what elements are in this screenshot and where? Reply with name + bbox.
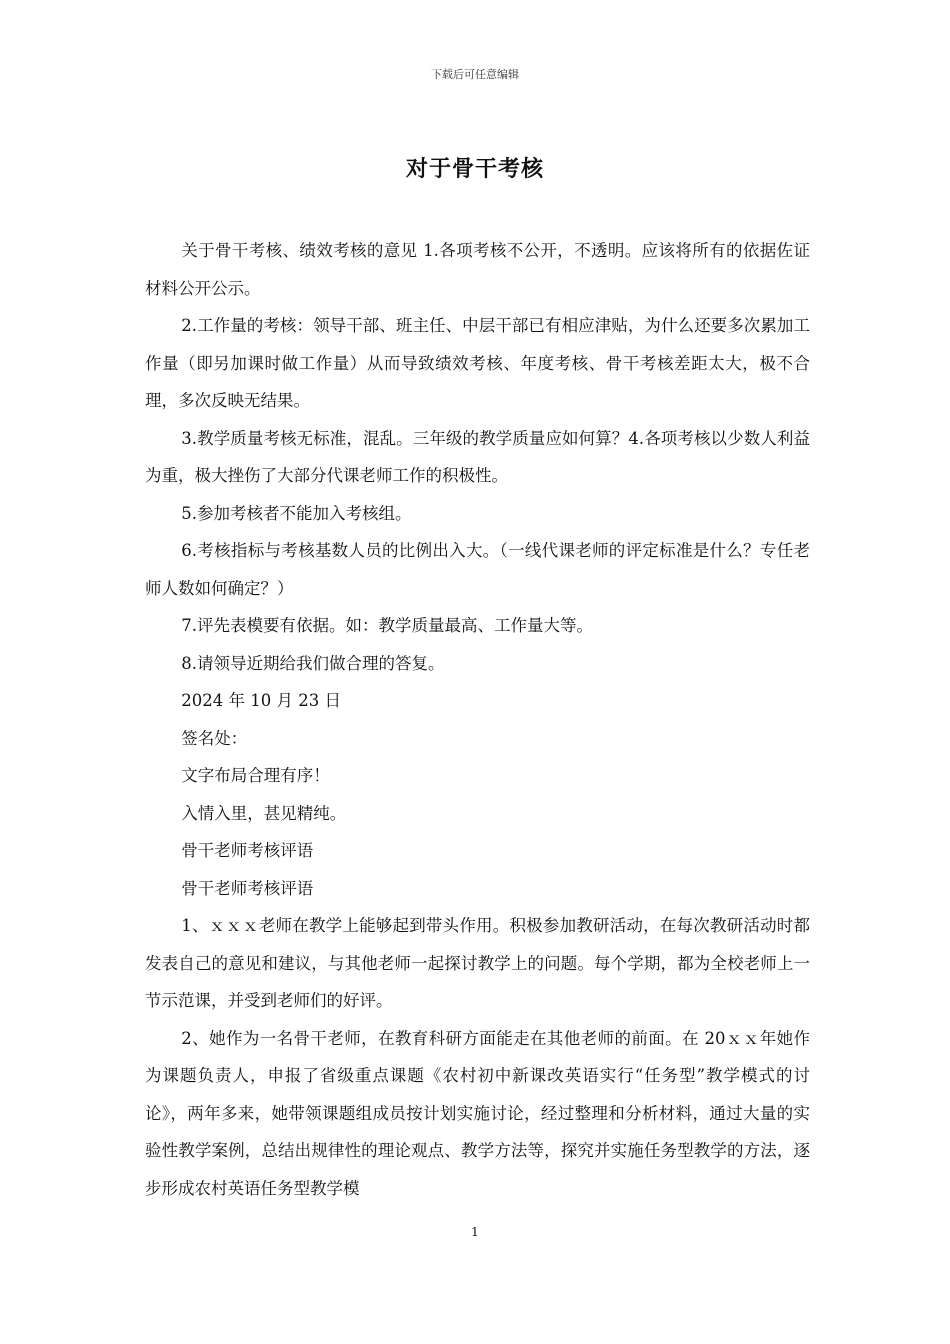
page-number: 1: [471, 1225, 479, 1239]
paragraph: 关于骨干考核、绩效考核的意见 1.各项考核不公开，不透明。应该将所有的依据佐证材料公开公示。: [145, 241, 810, 298]
signature-line: 签名处：: [181, 728, 248, 748]
document-title: 对于骨干考核: [405, 156, 544, 182]
paragraph: 2、她作为一名骨干老师，在教育科研方面能走在其他老师的前面。在 20ｘｘ年她作为课题负责人，申报了省级重点课题《农村初中新课改英语实行“任务型”教学模式的讨论》，两年多来，她带领课题组成员按计划实施讨论，经过整理和分析材料，通过大量的实验性教学案例，总结出规律性的理论观点、教学方法等，探究并实施任务型教学的方法，逐步形成农村英语任务型教学模: [145, 1028, 810, 1198]
page-header: 下载后可任意编辑: [431, 68, 519, 81]
paragraph: 1、ｘｘｘ老师在教学上能够起到带头作用。积极参加教研活动，在每次教研活动时都发表自己的意见和建议，与其他老师一起探讨教学上的问题。每个学期，都为全校老师上一节示范课，并受到老师们的好评。: [145, 916, 810, 1010]
paragraph: 7.评先表模要有依据。如：教学质量最高、工作量大等。: [181, 616, 594, 635]
paragraph: 入情入里，甚见精纯。: [181, 803, 347, 823]
paragraph: 2.工作量的考核：领导干部、班主任、中层干部已有相应津贴，为什么还要多次累加工作量（即另加课时做工作量）从而导致绩效考核、年度考核、骨干考核差距太大，极不合理，多次反映无结果。: [145, 316, 810, 410]
section-heading: 骨干老师考核评语: [181, 878, 314, 898]
section-heading: 骨干老师考核评语: [181, 841, 314, 860]
paragraph: 3.教学质量考核无标准，混乱。三年级的教学质量应如何算？4.各项考核以少数人利益为重，极大挫伤了大部分代课老师工作的积极性。: [145, 428, 810, 485]
paragraph: 8.请领导近期给我们做合理的答复。: [181, 653, 445, 673]
date-line: 2024 年 10 月 23 日: [181, 691, 342, 710]
paragraph: 文字布局合理有序！: [181, 766, 330, 785]
document-body: [145, 232, 810, 1207]
paragraph: 5.参加考核者不能加入考核组。: [181, 503, 412, 523]
paragraph: 6.考核指标与考核基数人员的比例出入大。（一线代课老师的评定标准是什么？专任老师人数如何确定？）: [145, 541, 810, 598]
